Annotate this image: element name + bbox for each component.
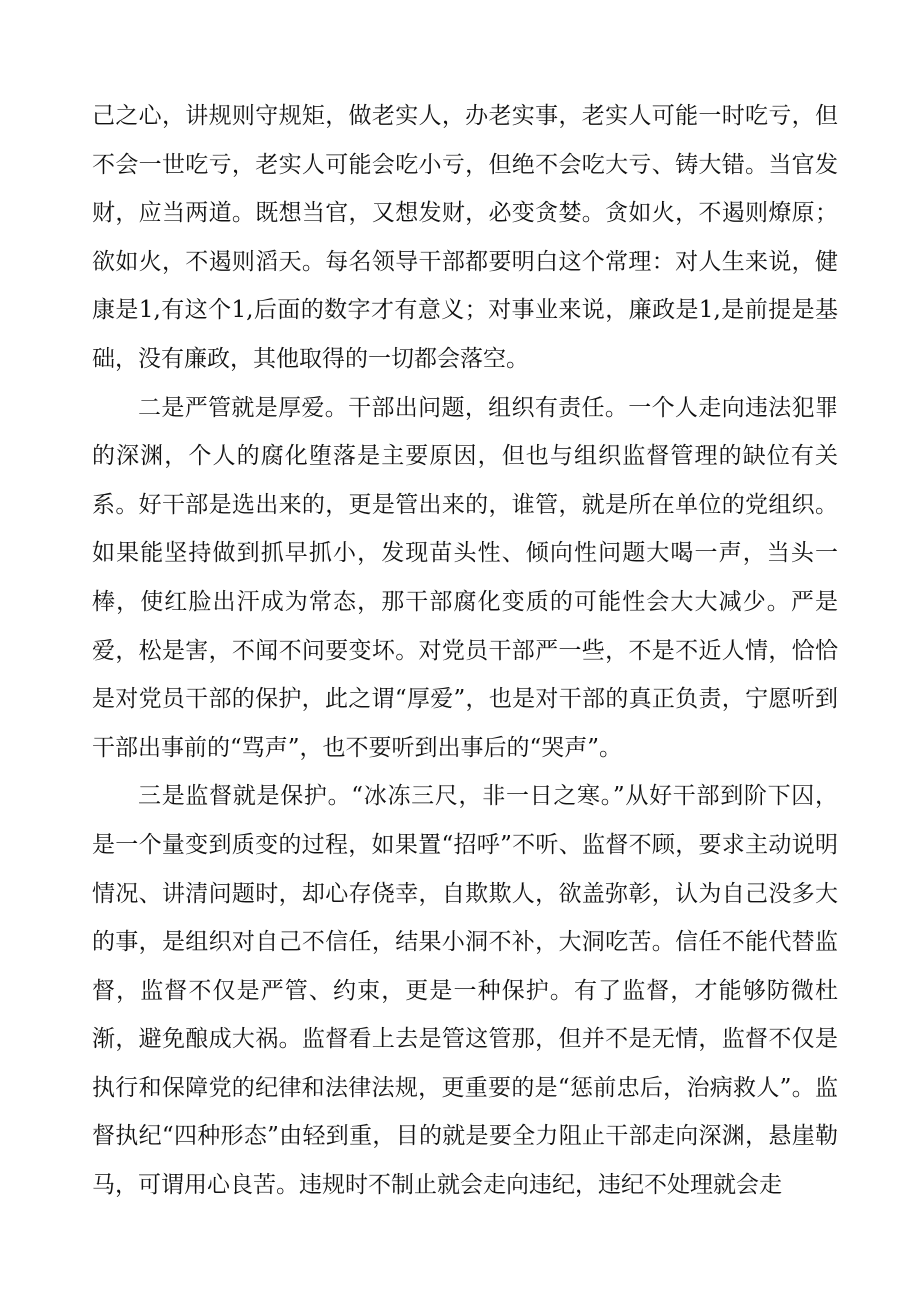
document-page xyxy=(92,92,838,1210)
paragraph-continuation: 己之心，讲规则守规矩，做老实人，办老实事，老实人可能一时吃亏，但不会一世吃亏，老实人可能会吃小亏，但绝不会吃大亏、铸大错。当官发财，应当两道。既想当官，又想发财，必变贪婪。贪如火，不遏则燎原；欲如火，不遏则滔天。每名领导干部都要明白这个常理：对人生来说，健康是1,有这个1,后面的数字才有意义；对事业来说，廉政是1,是前提是基础，没有廉政，其他取得的一切都会落空。 xyxy=(92,103,838,372)
paragraph-supervision: 三是监督就是保护。“冰冻三尺，非一日之寒。”从好干部到阶下囚，是一个量变到质变的过程，如果置“招呼”不听、监督不顾，要求主动说明情况、讲清问题时，却心存侥幸，自欺欺人，欲盖弥彰，认为自己没多大的事，是组织对自己不信任，结果小洞不补，大洞吃苦。信任不能代替监督，监督不仅是严管、约束，更是一种保护。有了监督，才能够防微杜渐，避免酿成大祸。监督看上去是管这管那，但并不是无情，监督不仅是执行和保障党的纪律和法律法规，更重要的是“惩前忠后，治病救人”。监督执纪“四种形态”由轻到重，目的就是要全力阻止干部走向深渊，悬崖勒马，可谓用心良苦。违规时不制止就会走向违纪，违纪不处理就会走 xyxy=(92,783,838,1199)
paragraph-strict-management: 二是严管就是厚爱。干部出问题，组织有责任。一个人走向违法犯罪的深渊，个人的腐化堕落是主要原因，但也与组织监督管理的缺位有关系。好干部是选出来的，更是管出来的，谁管，就是所在单位的党组织。如果能坚持做到抓早抓小，发现苗头性、倾向性问题大喝一声，当头一棒，使红脸出汗成为常态，那干部腐化变质的可能性会大大减少。严是爱，松是害，不闻不问要变坏。对党员干部严一些，不是不近人情，恰恰是对党员干部的保护，此之谓“厚爱”，也是对干部的真正负责，宁愿听到干部出事前的“骂声”，也不要听到出事后的“哭声”。 xyxy=(92,394,838,761)
